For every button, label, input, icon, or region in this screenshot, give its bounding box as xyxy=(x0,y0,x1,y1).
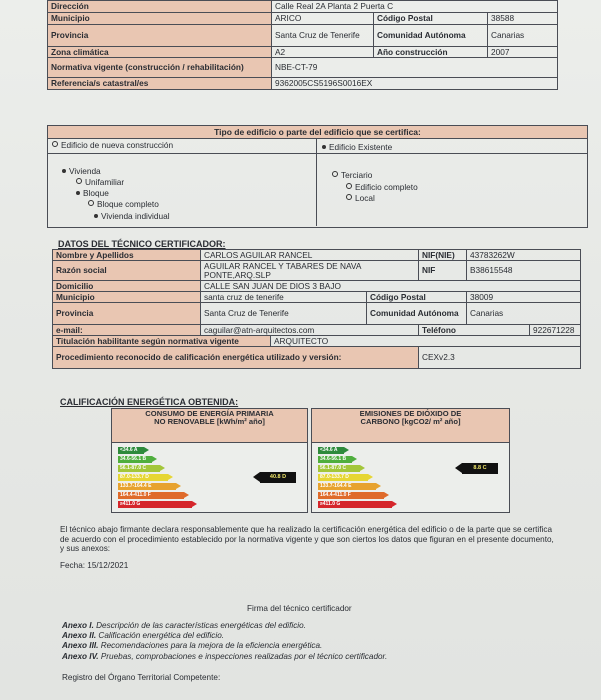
energy-rating-panel xyxy=(111,408,308,513)
ca-value: Canarias xyxy=(488,25,558,47)
municipio-label: Municipio xyxy=(48,13,272,25)
declaration-text: El técnico abajo firmante declara responsablemente que ha realizado la certificación energética del edificio o de la parte que se certifica de acuerdo con el procedimiento establecido por la normativa vigente y que son ciertos los datos que figuran en el presente documento, y sus anexos: xyxy=(60,525,554,554)
rating-marker: 40.8 D xyxy=(260,472,296,483)
option-terciario[interactable]: Terciario xyxy=(332,170,372,180)
titulacion-value: ARQUITECTO xyxy=(271,336,581,347)
registro-text: Registro del Órgano Territorial Competente: xyxy=(62,673,221,682)
rating-class-bar: 164.4-411.0 F xyxy=(118,492,184,499)
domicilio-value: CALLE SAN JUAN DE DIOS 3 BAJO xyxy=(201,281,581,292)
nif-label: NIF(NIE) xyxy=(419,250,467,261)
rating-class-bar: <34.6 A xyxy=(118,447,144,454)
nif2-label: NIF xyxy=(419,261,467,281)
rating-class-bar: 87.0-133.7 D xyxy=(118,474,168,481)
option-bloque[interactable]: Bloque xyxy=(76,188,109,198)
tec-provincia-value: Santa Cruz de Tenerife xyxy=(201,303,367,325)
rating-marker: 8.8 C xyxy=(462,463,498,474)
ref-value: 9362005CS5196S0016EX xyxy=(272,78,558,90)
radio-unchecked-icon xyxy=(332,171,338,177)
proc-label: Procedimiento reconocido de calificación energética utilizado y versión: xyxy=(53,347,419,369)
firma-text: Firma del técnico certificador xyxy=(247,604,352,613)
tec-cp-label: Código Postal xyxy=(367,292,467,303)
option-vivienda[interactable]: Vivienda xyxy=(62,166,101,176)
rating-class-bar: ≥411.0 G xyxy=(318,501,392,508)
email-label: e-mail: xyxy=(53,325,201,336)
emissions-rating-header: EMISIONES DE DIÓXIDO DE CARBONO [kgCO2/ m² año] xyxy=(312,409,509,443)
option-bloque-completo[interactable]: Bloque completo xyxy=(88,199,159,209)
radio-unchecked-icon xyxy=(88,200,94,206)
razon-value: AGUILAR RANCEL Y TABARES DE NAVA PONTE,ARQ.SLP xyxy=(201,261,419,281)
tec-municipio-value: santa cruz de tenerife xyxy=(201,292,367,303)
option-new-building[interactable]: Edificio de nueva construcción xyxy=(52,140,173,150)
building-type-box xyxy=(47,125,588,228)
option-existing-building[interactable]: Edificio Existente xyxy=(322,142,392,152)
option-local[interactable]: Local xyxy=(346,193,375,203)
annex-item: Anexo IV. Pruebas, comprobaciones e inspecciones realizadas por el técnico certificador. xyxy=(62,651,388,661)
ca-label: Comunidad Autónoma xyxy=(374,25,488,47)
direccion-value: Calle Real 2A Planta 2 Puerta C xyxy=(272,1,558,13)
tel-label: Teléfono xyxy=(419,325,530,336)
domicilio-label: Domicilio xyxy=(53,281,201,292)
anio-value: 2007 xyxy=(488,47,558,58)
annex-item: Anexo II. Calificación energética del edificio. xyxy=(62,631,225,641)
ref-label: Referencia/s catastral/es xyxy=(48,78,272,90)
tec-municipio-label: Municipio xyxy=(53,292,201,303)
rating-class-bar: 56.1-87.0 C xyxy=(118,465,160,472)
bullet-filled-icon xyxy=(76,191,80,195)
annex-item: Anexo I. Descripción de las características energéticas del edificio. xyxy=(62,621,306,630)
normativa-value: NBE-CT-79 xyxy=(272,58,558,78)
option-unifamiliar[interactable]: Unifamiliar xyxy=(76,177,124,187)
option-vivienda-individual[interactable]: Vivienda individual xyxy=(94,211,170,221)
zona-label: Zona climática xyxy=(48,47,272,58)
technician-table xyxy=(52,249,581,369)
energy-rating-header: CONSUMO DE ENERGÍA PRIMARIA NO RENOVABLE [kWh/m² año] xyxy=(112,409,307,443)
nombre-value: CARLOS AGUILAR RANCEL xyxy=(201,250,419,261)
email-value[interactable]: caguilar@atn-arquitectos.com xyxy=(201,325,419,336)
direccion-label: Dirección xyxy=(48,1,272,13)
razon-label: Razón social xyxy=(53,261,201,281)
proc-value: CEXv2.3 xyxy=(419,347,581,369)
annex-item: Anexo III. Recomendaciones para la mejora de la eficiencia energética. xyxy=(62,641,323,651)
bullet-filled-icon xyxy=(62,169,66,173)
technician-section-title: DATOS DEL TÉCNICO CERTIFICADOR: xyxy=(58,239,226,249)
nif-value: 43783262W xyxy=(467,250,581,261)
tec-provincia-label: Provincia xyxy=(53,303,201,325)
zona-value: A2 xyxy=(272,47,374,58)
rating-class-bar: 56.1-87.0 C xyxy=(318,465,360,472)
normativa-label: Normativa vigente (construcción / rehabilitación) xyxy=(48,58,272,78)
titulacion-label: Titulación habilitante según normativa vigente xyxy=(53,336,271,347)
building-data-table xyxy=(47,0,558,90)
rating-class-bar: ≥411.0 G xyxy=(118,501,192,508)
provincia-value: Santa Cruz de Tenerife xyxy=(272,25,374,47)
radio-unchecked-icon xyxy=(346,183,352,189)
rating-class-bar: 133.7-164.4 E xyxy=(118,483,176,490)
emissions-rating-panel xyxy=(311,408,510,513)
radio-checked-icon xyxy=(322,145,326,149)
radio-unchecked-icon xyxy=(346,194,352,200)
anio-label: Año construcción xyxy=(374,47,488,58)
bullet-filled-icon xyxy=(94,214,98,218)
fecha-text: Fecha: 15/12/2021 xyxy=(60,561,129,570)
rating-class-bar: 164.4-411.0 F xyxy=(318,492,384,499)
tel-value: 922671228 xyxy=(530,325,581,336)
option-edificio-completo[interactable]: Edificio completo xyxy=(346,182,418,192)
radio-unchecked-icon xyxy=(52,141,58,147)
nif2-value: B38615548 xyxy=(467,261,581,281)
cp-value: 38588 xyxy=(488,13,558,25)
provincia-label: Provincia xyxy=(48,25,272,47)
tec-ca-label: Comunidad Autónoma xyxy=(367,303,467,325)
radio-unchecked-icon xyxy=(76,178,82,184)
rating-class-bar: 133.7-164.4 E xyxy=(318,483,376,490)
rating-class-bar: 34.6-56.1 B xyxy=(118,456,152,463)
rating-class-bar: <34.6 A xyxy=(318,447,344,454)
rating-class-bar: 87.0-133.7 D xyxy=(318,474,368,481)
cp-label: Código Postal xyxy=(374,13,488,25)
tec-ca-value: Canarias xyxy=(467,303,581,325)
rating-class-bar: 34.6-56.1 B xyxy=(318,456,352,463)
municipio-value: ARICO xyxy=(272,13,374,25)
building-type-header: Tipo de edificio o parte del edificio que se certifica: xyxy=(48,126,587,139)
nombre-label: Nombre y Apellidos xyxy=(53,250,201,261)
annex-list xyxy=(62,621,387,662)
tec-cp-value: 38009 xyxy=(467,292,581,303)
rating-section-title: CALIFICACIÓN ENERGÉTICA OBTENIDA: xyxy=(60,397,239,407)
